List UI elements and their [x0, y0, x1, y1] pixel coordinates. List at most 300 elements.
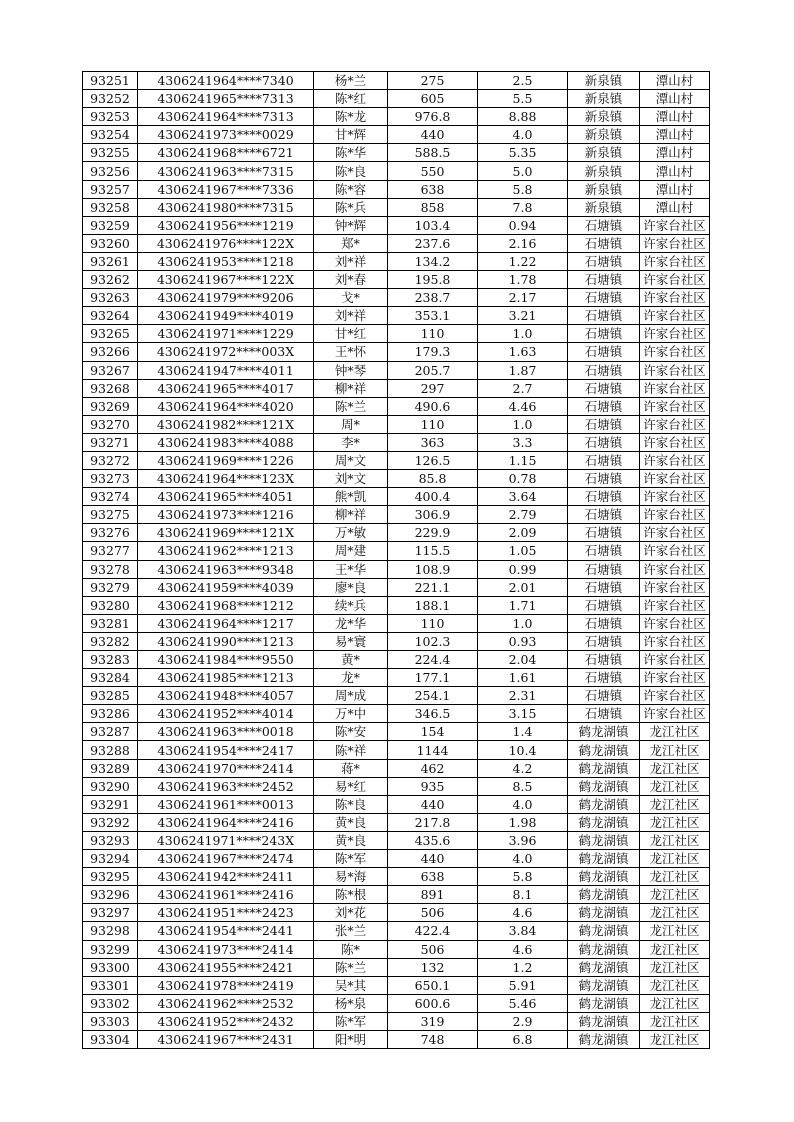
name-cell: 刘*文: [314, 470, 388, 488]
amount-cell: 506: [388, 904, 478, 922]
name-cell: 周*文: [314, 451, 388, 469]
area-cell: 7.8: [478, 198, 568, 216]
amount-cell: 217.8: [388, 813, 478, 831]
serial-number-cell: 93265: [83, 325, 138, 343]
serial-number-cell: 93255: [83, 144, 138, 162]
table-row: [83, 470, 710, 488]
area-cell: 0.94: [478, 216, 568, 234]
serial-number-cell: 93256: [83, 162, 138, 180]
name-cell: 万*敏: [314, 524, 388, 542]
village-cell: 潭山村: [640, 72, 710, 90]
serial-number-cell: 93284: [83, 669, 138, 687]
area-cell: 5.8: [478, 180, 568, 198]
area-cell: 2.01: [478, 578, 568, 596]
serial-number-cell: 93302: [83, 994, 138, 1012]
area-cell: 1.22: [478, 252, 568, 270]
name-cell: 周*成: [314, 687, 388, 705]
amount-cell: 195.8: [388, 271, 478, 289]
name-cell: 龙*: [314, 669, 388, 687]
area-cell: 1.63: [478, 343, 568, 361]
table-row: [83, 271, 710, 289]
name-cell: 阳*明: [314, 1030, 388, 1048]
name-cell: 郑*: [314, 234, 388, 252]
amount-cell: 179.3: [388, 343, 478, 361]
id-number-cell: 4306241980****7315: [138, 198, 314, 216]
amount-cell: 154: [388, 723, 478, 741]
table-row: [83, 180, 710, 198]
village-cell: 许家台社区: [640, 361, 710, 379]
town-cell: 新泉镇: [568, 90, 640, 108]
id-number-cell: 4306241963****7315: [138, 162, 314, 180]
name-cell: 钟*辉: [314, 216, 388, 234]
serial-number-cell: 93283: [83, 651, 138, 669]
table-row: [83, 614, 710, 632]
amount-cell: 858: [388, 198, 478, 216]
table-row: [83, 669, 710, 687]
village-cell: 许家台社区: [640, 252, 710, 270]
serial-number-cell: 93269: [83, 397, 138, 415]
id-number-cell: 4306241985****1213: [138, 669, 314, 687]
area-cell: 2.7: [478, 379, 568, 397]
serial-number-cell: 93260: [83, 234, 138, 252]
id-number-cell: 4306241990****1213: [138, 632, 314, 650]
table-row: [83, 795, 710, 813]
amount-cell: 297: [388, 379, 478, 397]
id-number-cell: 4306241969****1226: [138, 451, 314, 469]
village-cell: 许家台社区: [640, 289, 710, 307]
village-cell: 龙江社区: [640, 850, 710, 868]
id-number-cell: 4306241964****4020: [138, 397, 314, 415]
amount-cell: 638: [388, 180, 478, 198]
village-cell: 龙江社区: [640, 976, 710, 994]
serial-number-cell: 93272: [83, 451, 138, 469]
village-cell: 许家台社区: [640, 234, 710, 252]
name-cell: 陈*军: [314, 850, 388, 868]
table-row: [83, 850, 710, 868]
area-cell: 8.5: [478, 777, 568, 795]
area-cell: 1.71: [478, 596, 568, 614]
serial-number-cell: 93295: [83, 868, 138, 886]
area-cell: 1.61: [478, 669, 568, 687]
village-cell: 龙江社区: [640, 940, 710, 958]
table-row: [83, 777, 710, 795]
name-cell: 吴*其: [314, 976, 388, 994]
serial-number-cell: 93259: [83, 216, 138, 234]
town-cell: 石塘镇: [568, 271, 640, 289]
village-cell: 许家台社区: [640, 524, 710, 542]
town-cell: 石塘镇: [568, 560, 640, 578]
area-cell: 1.05: [478, 542, 568, 560]
amount-cell: 229.9: [388, 524, 478, 542]
serial-number-cell: 93266: [83, 343, 138, 361]
name-cell: 陈*: [314, 940, 388, 958]
table-row: [83, 596, 710, 614]
name-cell: 陈*兰: [314, 958, 388, 976]
id-number-cell: 4306241971****1229: [138, 325, 314, 343]
serial-number-cell: 93275: [83, 506, 138, 524]
town-cell: 鹤龙湖镇: [568, 940, 640, 958]
town-cell: 鹤龙湖镇: [568, 868, 640, 886]
table-row: [83, 1012, 710, 1030]
town-cell: 石塘镇: [568, 578, 640, 596]
table-row: [83, 687, 710, 705]
town-cell: 新泉镇: [568, 72, 640, 90]
serial-number-cell: 93263: [83, 289, 138, 307]
id-number-cell: 4306241965****7313: [138, 90, 314, 108]
name-cell: 戈*: [314, 289, 388, 307]
village-cell: 许家台社区: [640, 343, 710, 361]
serial-number-cell: 93292: [83, 813, 138, 831]
id-number-cell: 4306241963****0018: [138, 723, 314, 741]
name-cell: 刘*花: [314, 904, 388, 922]
amount-cell: 205.7: [388, 361, 478, 379]
amount-cell: 353.1: [388, 307, 478, 325]
town-cell: 石塘镇: [568, 289, 640, 307]
amount-cell: 237.6: [388, 234, 478, 252]
name-cell: 易*红: [314, 777, 388, 795]
town-cell: 石塘镇: [568, 361, 640, 379]
town-cell: 新泉镇: [568, 126, 640, 144]
table-row: [83, 994, 710, 1012]
id-number-cell: 4306241976****122X: [138, 234, 314, 252]
id-number-cell: 4306241978****2419: [138, 976, 314, 994]
town-cell: 鹤龙湖镇: [568, 850, 640, 868]
id-number-cell: 4306241982****121X: [138, 415, 314, 433]
serial-number-cell: 93288: [83, 741, 138, 759]
town-cell: 鹤龙湖镇: [568, 831, 640, 849]
id-number-cell: 4306241964****1217: [138, 614, 314, 632]
table-row: [83, 940, 710, 958]
amount-cell: 275: [388, 72, 478, 90]
name-cell: 黄*良: [314, 831, 388, 849]
table-row: [83, 886, 710, 904]
area-cell: 1.2: [478, 958, 568, 976]
village-cell: 龙江社区: [640, 868, 710, 886]
amount-cell: 254.1: [388, 687, 478, 705]
amount-cell: 177.1: [388, 669, 478, 687]
id-number-cell: 4306241983****4088: [138, 433, 314, 451]
area-cell: 5.5: [478, 90, 568, 108]
town-cell: 石塘镇: [568, 379, 640, 397]
area-cell: 4.2: [478, 759, 568, 777]
id-number-cell: 4306241961****2416: [138, 886, 314, 904]
table-row: [83, 433, 710, 451]
area-cell: 5.35: [478, 144, 568, 162]
serial-number-cell: 93279: [83, 578, 138, 596]
serial-number-cell: 93270: [83, 415, 138, 433]
id-number-cell: 4306241959****4039: [138, 578, 314, 596]
town-cell: 石塘镇: [568, 705, 640, 723]
amount-cell: 346.5: [388, 705, 478, 723]
serial-number-cell: 93267: [83, 361, 138, 379]
serial-number-cell: 93278: [83, 560, 138, 578]
table-row: [83, 289, 710, 307]
village-cell: 潭山村: [640, 144, 710, 162]
table-row: [83, 578, 710, 596]
village-cell: 龙江社区: [640, 886, 710, 904]
serial-number-cell: 93298: [83, 922, 138, 940]
name-cell: 杨*兰: [314, 72, 388, 90]
name-cell: 陈*兰: [314, 397, 388, 415]
name-cell: 蒋*: [314, 759, 388, 777]
serial-number-cell: 93289: [83, 759, 138, 777]
table-row: [83, 560, 710, 578]
amount-cell: 422.4: [388, 922, 478, 940]
area-cell: 5.0: [478, 162, 568, 180]
area-cell: 2.16: [478, 234, 568, 252]
town-cell: 石塘镇: [568, 325, 640, 343]
village-cell: 许家台社区: [640, 705, 710, 723]
serial-number-cell: 93285: [83, 687, 138, 705]
serial-number-cell: 93253: [83, 108, 138, 126]
serial-number-cell: 93286: [83, 705, 138, 723]
village-cell: 龙江社区: [640, 795, 710, 813]
table-row: [83, 379, 710, 397]
amount-cell: 435.6: [388, 831, 478, 849]
name-cell: 陈*祥: [314, 741, 388, 759]
serial-number-cell: 93281: [83, 614, 138, 632]
id-number-cell: 4306241956****1219: [138, 216, 314, 234]
town-cell: 鹤龙湖镇: [568, 994, 640, 1012]
table-row: [83, 524, 710, 542]
town-cell: 鹤龙湖镇: [568, 741, 640, 759]
table-row: [83, 759, 710, 777]
name-cell: 陈*容: [314, 180, 388, 198]
id-number-cell: 4306241967****7336: [138, 180, 314, 198]
area-cell: 4.6: [478, 940, 568, 958]
table-row: [83, 325, 710, 343]
amount-cell: 440: [388, 126, 478, 144]
amount-cell: 400.4: [388, 488, 478, 506]
area-cell: 3.64: [478, 488, 568, 506]
amount-cell: 976.8: [388, 108, 478, 126]
id-number-cell: 4306241965****4017: [138, 379, 314, 397]
town-cell: 石塘镇: [568, 542, 640, 560]
amount-cell: 891: [388, 886, 478, 904]
id-number-cell: 4306241949****4019: [138, 307, 314, 325]
amount-cell: 638: [388, 868, 478, 886]
serial-number-cell: 93274: [83, 488, 138, 506]
village-cell: 龙江社区: [640, 958, 710, 976]
area-cell: 6.8: [478, 1030, 568, 1048]
village-cell: 许家台社区: [640, 596, 710, 614]
table-row: [83, 361, 710, 379]
area-cell: 2.17: [478, 289, 568, 307]
area-cell: 1.98: [478, 813, 568, 831]
name-cell: 易*海: [314, 868, 388, 886]
amount-cell: 748: [388, 1030, 478, 1048]
amount-cell: 85.8: [388, 470, 478, 488]
table-row: [83, 72, 710, 90]
table-row: [83, 198, 710, 216]
id-number-cell: 4306241973****2414: [138, 940, 314, 958]
name-cell: 柳*祥: [314, 506, 388, 524]
area-cell: 4.0: [478, 795, 568, 813]
amount-cell: 506: [388, 940, 478, 958]
name-cell: 陈*根: [314, 886, 388, 904]
area-cell: 8.1: [478, 886, 568, 904]
id-number-cell: 4306241953****1218: [138, 252, 314, 270]
area-cell: 3.84: [478, 922, 568, 940]
name-cell: 廖*良: [314, 578, 388, 596]
town-cell: 新泉镇: [568, 180, 640, 198]
table-row: [83, 126, 710, 144]
village-cell: 许家台社区: [640, 651, 710, 669]
village-cell: 潭山村: [640, 180, 710, 198]
table-row: [83, 813, 710, 831]
serial-number-cell: 93291: [83, 795, 138, 813]
id-number-cell: 4306241973****1216: [138, 506, 314, 524]
area-cell: 4.6: [478, 904, 568, 922]
id-number-cell: 4306241964****2416: [138, 813, 314, 831]
amount-cell: 1144: [388, 741, 478, 759]
name-cell: 陈*红: [314, 90, 388, 108]
village-cell: 许家台社区: [640, 415, 710, 433]
town-cell: 鹤龙湖镇: [568, 886, 640, 904]
serial-number-cell: 93282: [83, 632, 138, 650]
id-number-cell: 4306241968****1212: [138, 596, 314, 614]
amount-cell: 108.9: [388, 560, 478, 578]
area-cell: 3.96: [478, 831, 568, 849]
serial-number-cell: 93294: [83, 850, 138, 868]
town-cell: 石塘镇: [568, 343, 640, 361]
table-body: [83, 72, 710, 1049]
id-number-cell: 4306241948****4057: [138, 687, 314, 705]
town-cell: 石塘镇: [568, 397, 640, 415]
amount-cell: 462: [388, 759, 478, 777]
town-cell: 石塘镇: [568, 687, 640, 705]
name-cell: 黄*良: [314, 813, 388, 831]
town-cell: 鹤龙湖镇: [568, 795, 640, 813]
serial-number-cell: 93290: [83, 777, 138, 795]
id-number-cell: 4306241962****2532: [138, 994, 314, 1012]
village-cell: 龙江社区: [640, 1012, 710, 1030]
serial-number-cell: 93271: [83, 433, 138, 451]
village-cell: 许家台社区: [640, 614, 710, 632]
area-cell: 1.0: [478, 415, 568, 433]
name-cell: 王*华: [314, 560, 388, 578]
id-number-cell: 4306241971****243X: [138, 831, 314, 849]
table-row: [83, 831, 710, 849]
serial-number-cell: 93303: [83, 1012, 138, 1030]
table-row: [83, 252, 710, 270]
serial-number-cell: 93273: [83, 470, 138, 488]
id-number-cell: 4306241964****7340: [138, 72, 314, 90]
amount-cell: 238.7: [388, 289, 478, 307]
town-cell: 新泉镇: [568, 144, 640, 162]
village-cell: 许家台社区: [640, 578, 710, 596]
serial-number-cell: 93296: [83, 886, 138, 904]
town-cell: 鹤龙湖镇: [568, 813, 640, 831]
town-cell: 鹤龙湖镇: [568, 976, 640, 994]
table-row: [83, 705, 710, 723]
area-cell: 5.91: [478, 976, 568, 994]
id-number-cell: 4306241972****003X: [138, 343, 314, 361]
village-cell: 龙江社区: [640, 813, 710, 831]
id-number-cell: 4306241970****2414: [138, 759, 314, 777]
amount-cell: 319: [388, 1012, 478, 1030]
village-cell: 潭山村: [640, 90, 710, 108]
town-cell: 石塘镇: [568, 651, 640, 669]
amount-cell: 110: [388, 325, 478, 343]
table-row: [83, 922, 710, 940]
table-row: [83, 343, 710, 361]
amount-cell: 134.2: [388, 252, 478, 270]
name-cell: 刘*祥: [314, 252, 388, 270]
village-cell: 许家台社区: [640, 379, 710, 397]
town-cell: 石塘镇: [568, 614, 640, 632]
table-row: [83, 741, 710, 759]
name-cell: 黄*: [314, 651, 388, 669]
table-row: [83, 415, 710, 433]
amount-cell: 550: [388, 162, 478, 180]
village-cell: 许家台社区: [640, 560, 710, 578]
id-number-cell: 4306241973****0029: [138, 126, 314, 144]
name-cell: 陈*安: [314, 723, 388, 741]
name-cell: 陈*龙: [314, 108, 388, 126]
amount-cell: 188.1: [388, 596, 478, 614]
amount-cell: 115.5: [388, 542, 478, 560]
name-cell: 熊*凯: [314, 488, 388, 506]
town-cell: 鹤龙湖镇: [568, 922, 640, 940]
serial-number-cell: 93280: [83, 596, 138, 614]
amount-cell: 935: [388, 777, 478, 795]
village-cell: 龙江社区: [640, 1030, 710, 1048]
area-cell: 4.46: [478, 397, 568, 415]
town-cell: 石塘镇: [568, 415, 640, 433]
village-cell: 许家台社区: [640, 216, 710, 234]
area-cell: 10.4: [478, 741, 568, 759]
name-cell: 陈*良: [314, 162, 388, 180]
id-number-cell: 4306241947****4011: [138, 361, 314, 379]
table-row: [83, 144, 710, 162]
town-cell: 鹤龙湖镇: [568, 904, 640, 922]
area-cell: 4.0: [478, 850, 568, 868]
serial-number-cell: 93297: [83, 904, 138, 922]
amount-cell: 363: [388, 433, 478, 451]
id-number-cell: 4306241967****122X: [138, 271, 314, 289]
name-cell: 甘*红: [314, 325, 388, 343]
area-cell: 2.79: [478, 506, 568, 524]
serial-number-cell: 93268: [83, 379, 138, 397]
serial-number-cell: 93262: [83, 271, 138, 289]
amount-cell: 440: [388, 795, 478, 813]
name-cell: 杨*泉: [314, 994, 388, 1012]
area-cell: 2.9: [478, 1012, 568, 1030]
table-row: [83, 632, 710, 650]
name-cell: 陈*军: [314, 1012, 388, 1030]
serial-number-cell: 93293: [83, 831, 138, 849]
village-cell: 许家台社区: [640, 325, 710, 343]
name-cell: 刘*春: [314, 271, 388, 289]
serial-number-cell: 93261: [83, 252, 138, 270]
town-cell: 鹤龙湖镇: [568, 1030, 640, 1048]
id-number-cell: 4306241951****2423: [138, 904, 314, 922]
serial-number-cell: 93258: [83, 198, 138, 216]
area-cell: 8.88: [478, 108, 568, 126]
id-number-cell: 4306241967****2474: [138, 850, 314, 868]
town-cell: 石塘镇: [568, 216, 640, 234]
area-cell: 0.93: [478, 632, 568, 650]
town-cell: 石塘镇: [568, 632, 640, 650]
name-cell: 陈*良: [314, 795, 388, 813]
town-cell: 新泉镇: [568, 198, 640, 216]
id-number-cell: 4306241968****6721: [138, 144, 314, 162]
area-cell: 1.87: [478, 361, 568, 379]
table-row: [83, 506, 710, 524]
village-cell: 潭山村: [640, 108, 710, 126]
id-number-cell: 4306241964****123X: [138, 470, 314, 488]
